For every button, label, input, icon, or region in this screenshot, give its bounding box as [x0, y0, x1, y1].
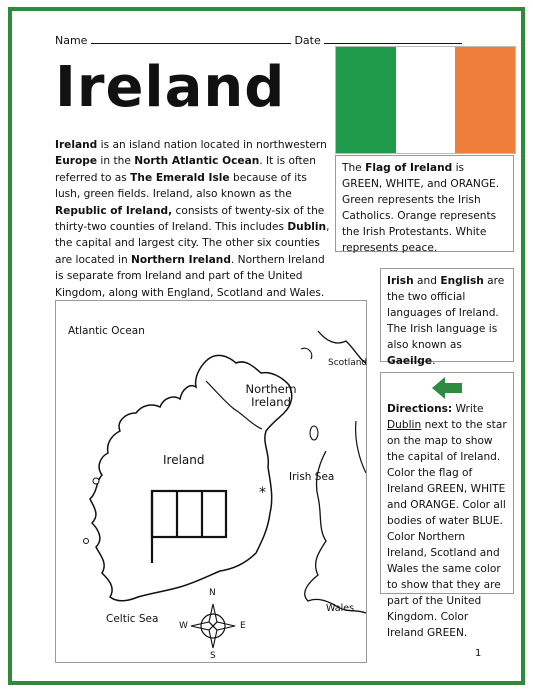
- text-run: Dublin: [387, 419, 422, 431]
- text-run: is an island nation located in northwestern: [97, 139, 327, 151]
- text-run: Flag of Ireland: [365, 162, 453, 174]
- header-line: [55, 33, 462, 47]
- text-run: Gaeilge: [387, 355, 433, 367]
- left-arrow-icon: [387, 377, 507, 401]
- text-run: . It is often referred to as: [55, 155, 316, 184]
- label-ireland: Ireland: [163, 453, 205, 467]
- text-run: is GREEN, WHITE, and ORANGE. Green represents the Irish Catholics. Orange represents the Irish Protestants. White represents peace.: [342, 162, 500, 254]
- ireland-flag: [335, 46, 516, 154]
- text-run: .: [432, 355, 436, 367]
- date-label: Date: [294, 34, 321, 47]
- text-run: English: [440, 275, 484, 287]
- flag-info-box: [335, 155, 514, 252]
- text-run: Ireland: [55, 139, 98, 151]
- text-run: The Emerald Isle: [130, 171, 230, 184]
- page-title: Ireland: [55, 55, 286, 120]
- page-number: 1: [475, 648, 482, 659]
- text-run: consists of twenty-six of the thirty-two counties of Ireland. This includes: [55, 204, 325, 234]
- name-field[interactable]: [91, 33, 291, 44]
- directions-box: [380, 372, 514, 639]
- compass-icon: [191, 604, 235, 648]
- text-run: Directions:: [387, 403, 453, 415]
- ireland-map: [55, 300, 367, 663]
- text-run: The: [342, 162, 366, 174]
- flag-white-stripe: [396, 47, 456, 153]
- intro-paragraph: [55, 137, 331, 301]
- label-northern-ireland: Northern Ireland: [245, 382, 297, 409]
- name-label: Name: [55, 34, 88, 47]
- label-scotland: Scotland: [328, 358, 368, 368]
- compass-e: E: [240, 621, 246, 631]
- text-run: Dublin: [287, 221, 327, 234]
- text-run: in the: [97, 155, 135, 168]
- text-run: and: [413, 275, 441, 287]
- text-run: Europe: [55, 155, 98, 168]
- language-info-box: [380, 268, 514, 367]
- text-run: Northern Ireland: [131, 253, 231, 266]
- text-run: Write: [452, 403, 484, 415]
- date-field[interactable]: [324, 33, 462, 44]
- text-run: North Atlantic Ocean: [134, 155, 260, 168]
- flag-green-stripe: [336, 47, 396, 153]
- flag-orange-stripe: [455, 47, 515, 153]
- label-celtic-sea: Celtic Sea: [106, 613, 159, 625]
- dublin-star-icon: *: [259, 485, 266, 501]
- text-run: Republic of Ireland,: [55, 204, 173, 217]
- text-run: because of its lush, green fields. Ireland, also known as the: [55, 171, 307, 201]
- text-run: Irish: [387, 275, 414, 287]
- label-irish-sea: Irish Sea: [289, 471, 335, 483]
- text-run: are the two official languages of Ireland. The Irish language is also known as: [387, 275, 505, 351]
- compass-w: W: [179, 621, 188, 631]
- compass-n: N: [209, 588, 216, 598]
- text-run: , the capital and largest city. The other six counties are located in: [55, 221, 330, 266]
- compass-s: S: [210, 651, 216, 661]
- label-wales: Wales: [326, 603, 355, 614]
- label-atlantic-ocean: Atlantic Ocean: [68, 325, 145, 337]
- text-run: next to the star on the map to show the capital of Ireland. Color the flag of Ireland GREEN, WHITE and ORANGE. Color all bodies of water BLUE. Color Northern Ireland, Scotland and Wales the same color to show that they are part of the United Kingdom. Color Ireland GREEN.: [387, 419, 507, 639]
- text-run: . Northern Ireland is separate from Ireland and part of the United Kingdom, along with England, Scotland and Wales.: [55, 253, 325, 299]
- directions-text: [387, 401, 507, 641]
